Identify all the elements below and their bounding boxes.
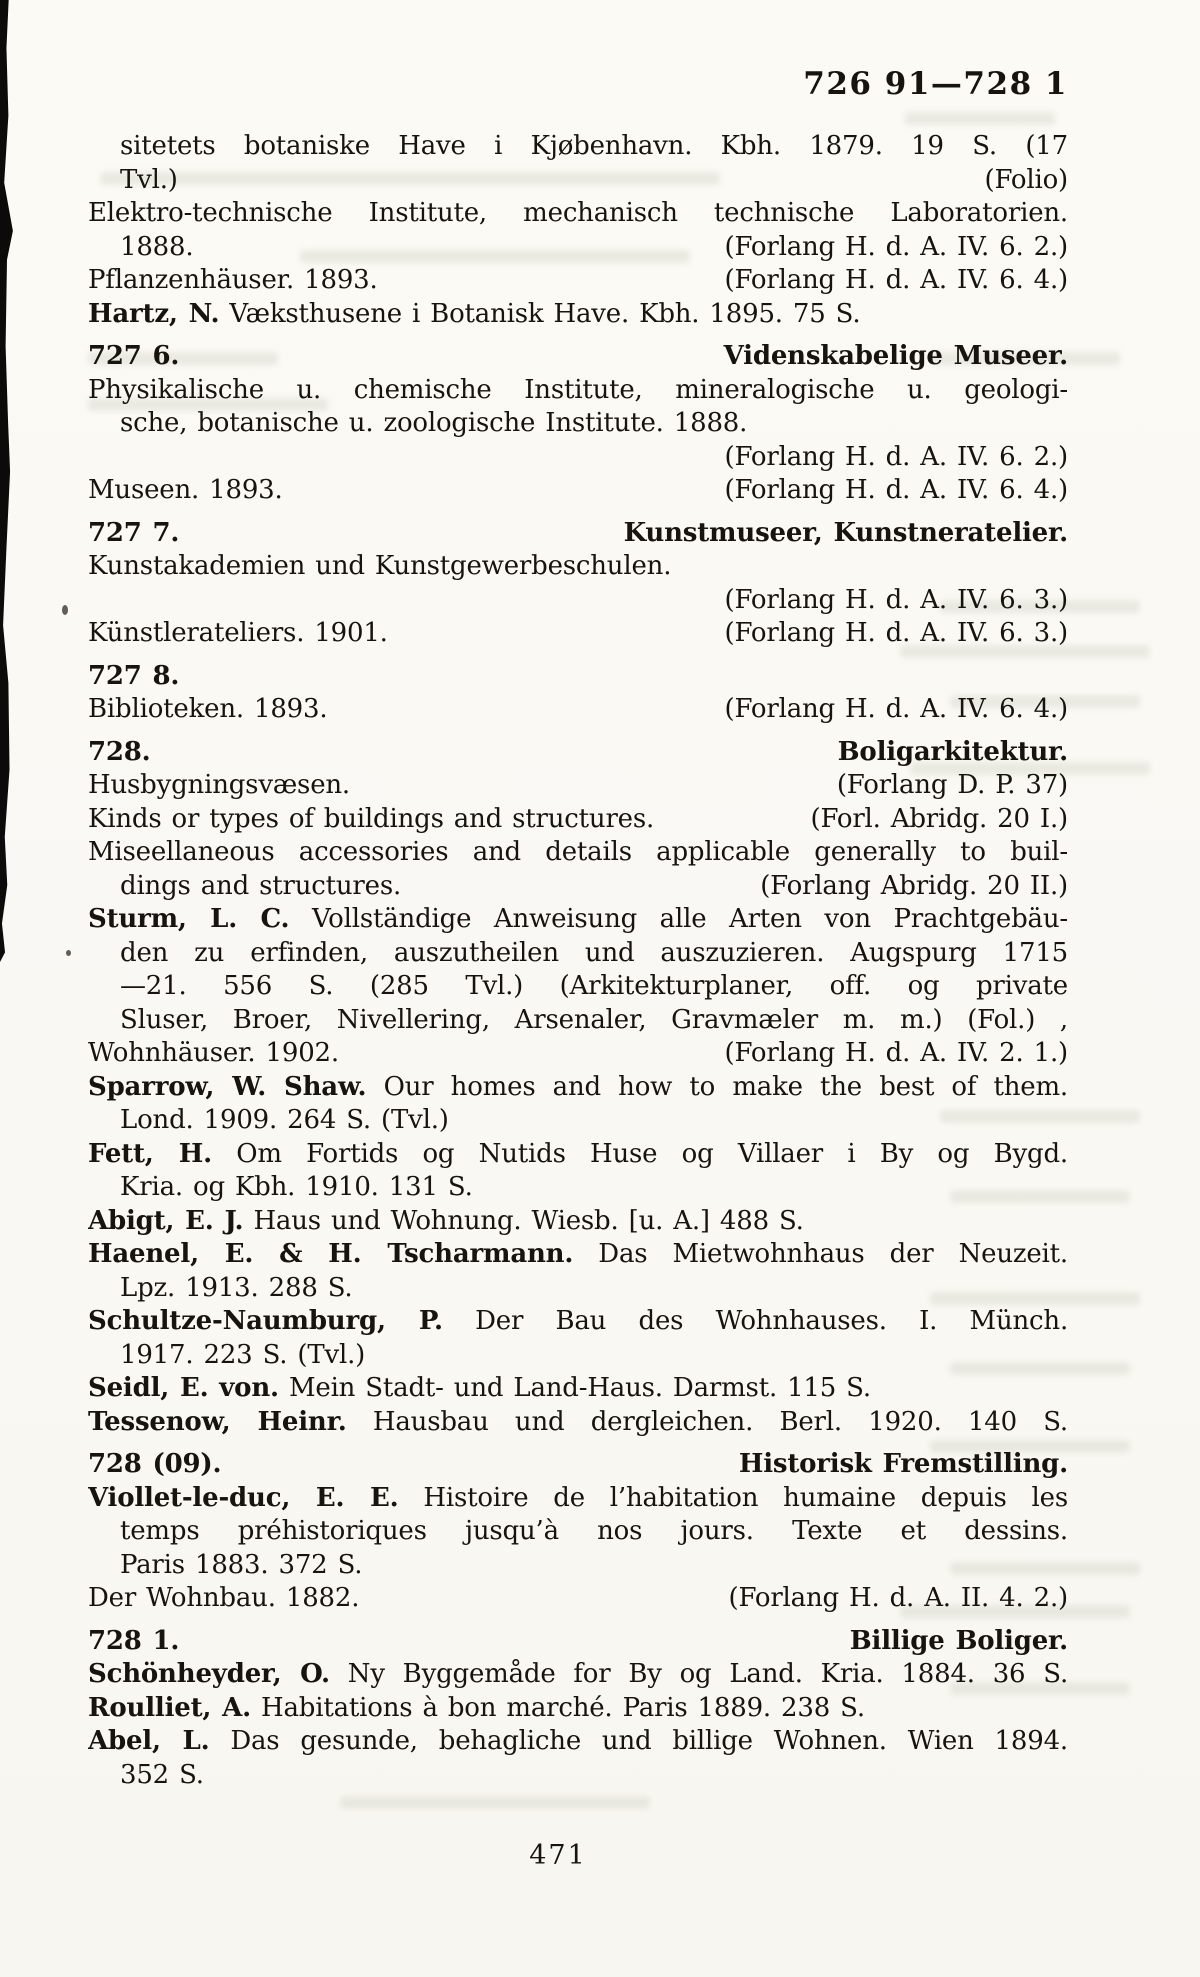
shelf-reference: (Forlang H. d. A. IV. 6. 2.): [724, 441, 1068, 472]
catalog-line: [88, 970, 1068, 1004]
section-title: Videnskabelige Museer.: [723, 341, 1068, 371]
section-number: 727 6.: [88, 341, 180, 371]
line-left: [120, 971, 1068, 1001]
catalog-line: [88, 1071, 1068, 1105]
entry-text: Physikalische u. chemische Institute, mineralogische u. geologi-: [88, 374, 1068, 405]
catalog-line: [88, 1406, 1068, 1440]
section-heading-row: [88, 517, 1068, 551]
section-title: Billige Boliger.: [849, 1625, 1068, 1656]
entry-text: Künstlerateliers. 1901.: [88, 618, 388, 648]
line-left: [88, 904, 1068, 934]
catalog-line: [88, 1482, 1068, 1516]
catalog-line: [88, 1138, 1068, 1172]
line-left: [88, 474, 283, 508]
entry-text: Om Fortids og Nutids Huse og Villaer i By og Bygd.: [211, 1138, 1068, 1169]
line-left: [88, 1139, 1068, 1169]
scan-edge-shadow: [0, 0, 14, 962]
entry-text: Wohnhäuser. 1902.: [88, 1038, 339, 1068]
catalog-line: [88, 298, 1068, 332]
catalog-line: [88, 1759, 1068, 1793]
catalog-line: [88, 164, 1068, 198]
catalog-line: [88, 1205, 1068, 1239]
entry-text: 1888.: [120, 231, 194, 262]
catalog-line: [88, 374, 1068, 408]
author-name: Schönheyder, O.: [88, 1659, 330, 1689]
catalog-line: [88, 1339, 1068, 1373]
shelf-reference: (Forlang H. d. A. IV. 6. 3.): [724, 618, 1068, 648]
line-left: [120, 164, 178, 198]
author-name: Sparrow, W. Shaw.: [88, 1071, 367, 1102]
catalog-line: [88, 231, 1068, 265]
author-name: Tessenow, Heinr.: [88, 1406, 347, 1437]
line-left: [88, 551, 671, 581]
line-left: [120, 1550, 362, 1580]
catalog-line: [88, 1238, 1068, 1272]
shelf-reference: (Forlang H. d. A. IV. 6. 3.): [724, 584, 1068, 615]
line-left: [88, 1582, 359, 1616]
catalog-line: [88, 617, 1068, 651]
entry-text: 1917. 223 S. (Tvl.): [120, 1339, 366, 1370]
catalog-line: [88, 474, 1068, 508]
catalog-line: [88, 1171, 1068, 1205]
catalog-line: [88, 937, 1068, 971]
entry-text: Lpz. 1913. 288 S.: [120, 1272, 353, 1303]
catalog-line: [88, 407, 1068, 441]
catalog-line: [88, 550, 1068, 584]
line-left: [88, 198, 1068, 228]
line-left: [120, 1172, 473, 1202]
author-name: Abel, L.: [88, 1726, 210, 1756]
entry-text: sche, botanische u. zoologische Institute. 1888.: [120, 408, 748, 438]
shelf-reference: (Forlang H. d. A. IV. 6. 4.): [724, 265, 1068, 295]
catalog-line: [88, 1004, 1068, 1038]
author-name: Hartz, N.: [88, 298, 220, 329]
line-left: [88, 736, 151, 770]
line-left: [88, 340, 179, 374]
entry-text: Pflanzenhäuser. 1893.: [88, 265, 378, 295]
entry-text: Lond. 1909. 264 S. (Tvl.): [120, 1105, 449, 1135]
line-left: [88, 1693, 865, 1723]
line-left: [88, 769, 350, 803]
shelf-reference: (Forlang H. d. A. IV. 6. 2.): [724, 231, 1068, 262]
entry-text: Haus und Wohnung. Wiesb. [u. A.] 488 S.: [243, 1205, 804, 1236]
shelf-reference: (Forlang H. d. A. IV. 6. 4.): [724, 694, 1068, 724]
catalog-line: [88, 1549, 1068, 1583]
ink-speck: [62, 605, 68, 615]
catalog-line: [88, 836, 1068, 870]
catalog-line: [88, 1037, 1068, 1071]
line-left: [88, 617, 388, 651]
author-name: Fett, H.: [88, 1138, 212, 1169]
line-left: [88, 1206, 804, 1236]
catalog-line: [88, 1725, 1068, 1759]
entry-text: dings and structures.: [120, 870, 402, 901]
entry-text: Husbygningsvæsen.: [88, 770, 350, 800]
catalog-line: [88, 1658, 1068, 1692]
line-left: [88, 264, 378, 298]
line-left: [88, 1072, 1068, 1102]
author-name: Viollet-le-duc, E. E.: [88, 1482, 399, 1513]
entry-text: Der Wohnbau. 1882.: [88, 1583, 360, 1613]
entry-text: Elektro-technische Institute, mechanisch technische Laboratorien.: [88, 198, 1068, 228]
bleed-through-smudge: [340, 1796, 650, 1809]
catalog-line: [88, 1272, 1068, 1306]
author-name: Sturm, L. C.: [88, 904, 290, 934]
line-left: [88, 1448, 221, 1482]
entry-text: Kunstakademien und Kunstgewerbeschulen.: [88, 551, 672, 581]
section-heading-row: [88, 660, 1068, 694]
bleed-through-smudge: [905, 112, 1055, 125]
line-left: [120, 408, 747, 438]
catalog-line: [88, 1692, 1068, 1726]
line-left: [120, 1516, 1068, 1546]
entry-text: Sluser, Broer, Nivellering, Arsenaler, Gravmæler m. m.) (Fol.) ,: [120, 1004, 1068, 1035]
entry-text: —21. 556 S. (285 Tvl.) (Arkitekturplaner, off. og private: [120, 971, 1068, 1001]
entry-text: Das Mietwohnhaus der Neuzeit.: [573, 1239, 1068, 1269]
catalog-line: [88, 130, 1068, 164]
section-number: 728 (09).: [88, 1449, 222, 1479]
line-left: [88, 661, 179, 691]
section-title: Historisk Fremstilling.: [738, 1449, 1068, 1479]
catalog-line: [88, 769, 1068, 803]
section-number: 728 1.: [88, 1625, 180, 1656]
entry-text: Museen. 1893.: [88, 475, 283, 505]
shelf-reference: (Folio): [984, 164, 1068, 195]
shelf-reference: (Forlang H. d. A. IV. 6. 4.): [724, 475, 1068, 505]
catalog-line: [88, 1515, 1068, 1549]
line-left: [88, 1407, 1068, 1437]
page-header-range: 726 91—728 1: [803, 66, 1068, 102]
line-left: [120, 131, 1068, 161]
catalog-line: [88, 870, 1068, 904]
catalog-line: [88, 197, 1068, 231]
line-left: [88, 1483, 1068, 1513]
catalog-line: [88, 584, 1068, 618]
ink-speck: [66, 950, 71, 956]
author-name: Abigt, E. J.: [88, 1205, 244, 1236]
line-left: [120, 1005, 1068, 1035]
line-left: [88, 1306, 1068, 1336]
entry-text: Kinds or types of buildings and structures.: [88, 803, 655, 834]
line-left: [88, 1726, 1068, 1756]
entry-text: Kria. og Kbh. 1910. 131 S.: [120, 1172, 473, 1202]
section-heading-row: [88, 1625, 1068, 1659]
catalog-line: [88, 441, 1068, 475]
section-number: 727 8.: [88, 660, 180, 691]
entry-text: Our homes and how to make the best of them.: [366, 1071, 1068, 1102]
catalog-text-block: [88, 130, 1068, 1792]
line-left: [88, 1625, 179, 1659]
catalog-line: [88, 903, 1068, 937]
line-left: [88, 299, 860, 329]
entry-text: Miseellaneous accessories and details applicable generally to buil-: [88, 837, 1068, 867]
section-heading-row: [88, 736, 1068, 770]
section-title: Kunstmuseer, Kunstneratelier.: [623, 517, 1068, 548]
entry-text: Paris 1883. 372 S.: [120, 1549, 363, 1580]
line-left: [88, 693, 327, 727]
line-left: [120, 1105, 449, 1135]
author-name: Seidl, E. von.: [88, 1373, 279, 1403]
entry-text: den zu erfinden, auszutheilen und auszuzieren. Augspurg 1715: [120, 937, 1068, 968]
line-left: [88, 803, 654, 837]
line-left: [88, 1239, 1068, 1269]
entry-text: Tvl.): [120, 164, 178, 195]
line-left: [120, 1273, 352, 1303]
catalog-line: [88, 803, 1068, 837]
page-number: 471: [529, 1840, 587, 1871]
line-left: [88, 1373, 871, 1403]
shelf-reference: (Forlang Abridg. 20 II.): [760, 870, 1068, 901]
line-left: [120, 1340, 365, 1370]
entry-text: Hausbau und dergleichen. Berl. 1920. 140 S.: [346, 1406, 1068, 1437]
entry-text: Das gesunde, behagliche und billige Wohnen. Wien 1894.: [209, 1726, 1068, 1756]
entry-text: temps préhistoriques jusqu’à nos jours. Texte et dessins.: [120, 1516, 1068, 1546]
catalog-line: [88, 1582, 1068, 1616]
section-heading-row: [88, 340, 1068, 374]
line-left: [120, 1760, 204, 1790]
line-left: [88, 375, 1068, 405]
entry-text: Habitations à bon marché. Paris 1889. 238 S.: [250, 1692, 865, 1723]
entry-text: Biblioteken. 1893.: [88, 694, 328, 724]
shelf-reference: (Forlang D. P. 37): [836, 770, 1068, 800]
line-left: [88, 1659, 1068, 1689]
catalog-line: [88, 693, 1068, 727]
catalog-line: [88, 1104, 1068, 1138]
entry-text: Histoire de l’habitation humaine depuis les: [398, 1482, 1068, 1513]
entry-text: Væksthusene i Botanisk Have. Kbh. 1895. 75 S.: [219, 298, 861, 329]
author-name: Roulliet, A.: [88, 1692, 251, 1723]
section-heading-row: [88, 1448, 1068, 1482]
shelf-reference: (Forlang H. d. A. IV. 2. 1.): [724, 1038, 1068, 1068]
entry-text: sitetets botaniske Have i Kjøbenhavn. Kbh. 1879. 19 S. (17: [120, 131, 1068, 161]
section-title: Boligarkitektur.: [837, 736, 1068, 767]
entry-text: Mein Stadt- und Land-Haus. Darmst. 115 S.: [278, 1373, 871, 1403]
line-left: [88, 837, 1068, 867]
author-name: Schultze-Naumburg, P.: [88, 1306, 443, 1336]
shelf-reference: (Forlang H. d. A. II. 4. 2.): [728, 1583, 1068, 1613]
author-name: Haenel, E. & H. Tscharmann.: [88, 1239, 574, 1269]
line-left: [88, 517, 179, 551]
line-left: [120, 870, 401, 904]
entry-text: Der Bau des Wohnhauses. I. Münch.: [442, 1306, 1068, 1336]
section-number: 727 7.: [88, 517, 180, 548]
entry-text: Vollständige Anweisung alle Arten von Prachtgebäu-: [289, 904, 1068, 934]
entry-text: 352 S.: [120, 1759, 204, 1790]
section-number: 728.: [88, 736, 151, 767]
line-left: [120, 938, 1068, 968]
catalog-line: [88, 1372, 1068, 1406]
shelf-reference: (Forl. Abridg. 20 I.): [810, 803, 1068, 834]
catalog-line: [88, 1305, 1068, 1339]
catalog-line: [88, 264, 1068, 298]
entry-text: Ny Byggemåde for By og Land. Kria. 1884. 36 S.: [329, 1659, 1068, 1689]
line-left: [88, 1037, 339, 1071]
line-left: [120, 231, 193, 265]
